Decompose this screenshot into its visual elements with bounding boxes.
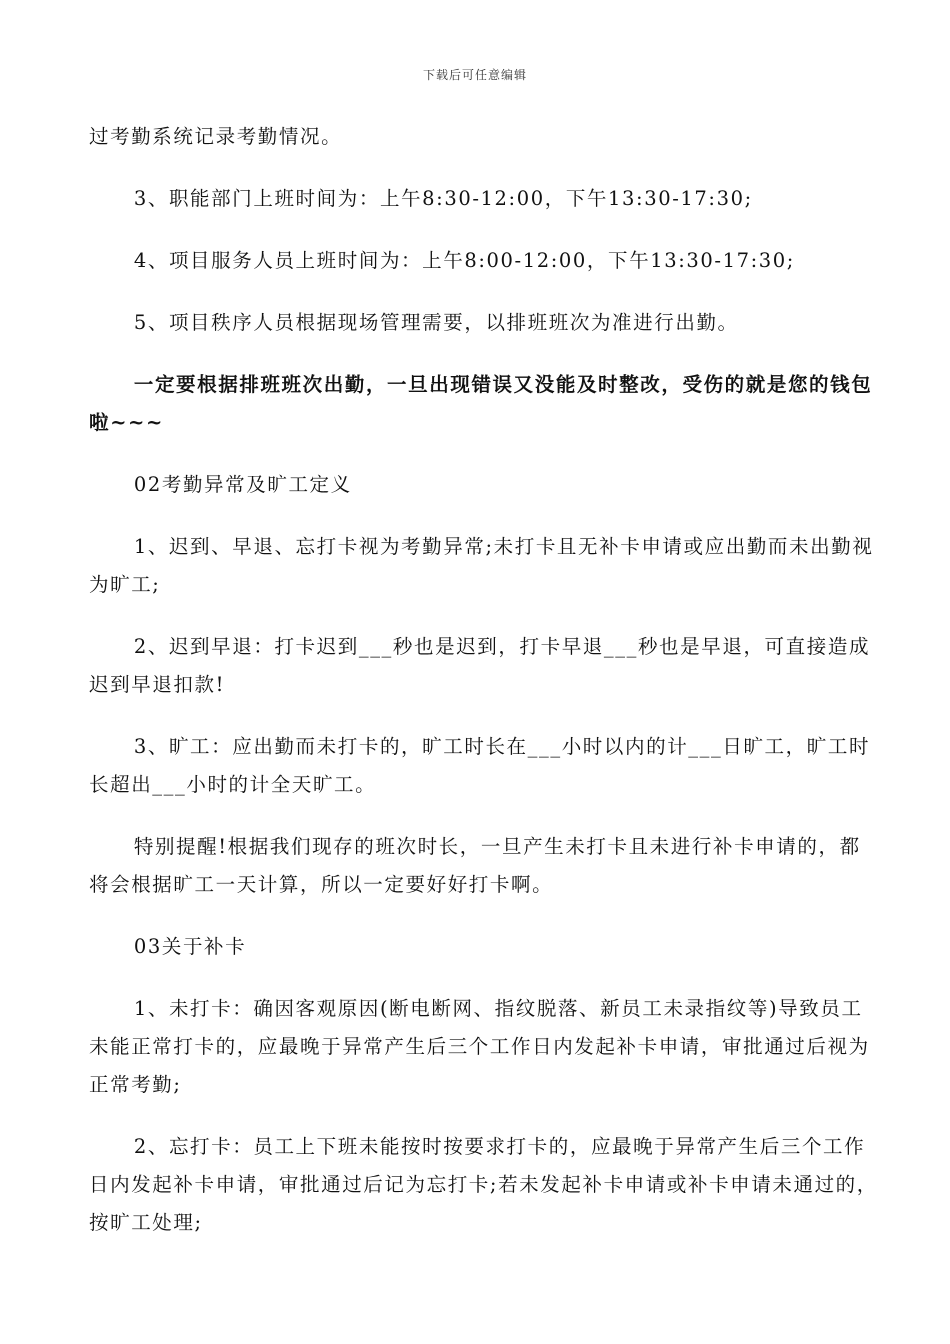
paragraph-bold-reminder: 一定要根据排班班次出勤，一旦出现错误又没能及时整改，受伤的就是您的钱包啦~~~: [89, 373, 873, 434]
paragraph-item-5: 5、项目秩序人员根据现场管理需要，以排班班次为准进行出勤。: [133, 311, 739, 334]
paragraph-abnormal-3: 3、旷工：应出勤而未打卡的，旷工时长在___小时以内的计___日旷工，旷工时长超出___小时的计全天旷工。: [89, 735, 871, 796]
section-heading-02: 02考勤异常及旷工定义: [133, 473, 352, 496]
page-header: 下载后可任意编辑: [422, 68, 527, 82]
paragraph-abnormal-1: 1、迟到、早退、忘打卡视为考勤异常;未打卡且无补卡申请或应出勤而未出勤视为旷工;: [89, 535, 874, 596]
section-heading-03: 03关于补卡: [133, 935, 247, 958]
paragraph-item-4: 4、项目服务人员上班时间为：上午8:00-12:00，下午13:30-17:30;: [133, 249, 795, 272]
paragraph-continuation: 过考勤系统记录考勤情况。: [89, 125, 343, 148]
paragraph-abnormal-2: 2、迟到早退：打卡迟到___秒也是迟到，打卡早退___秒也是早退，可直接造成迟到早退扣款!: [89, 635, 871, 696]
paragraph-makeup-1: 1、未打卡：确因客观原因(断电断网、指纹脱落、新员工未录指纹等)导致员工未能正常打卡的，应最晚于异常产生后三个工作日内发起补卡申请，审批通过后视为正常考勤;: [89, 997, 870, 1096]
paragraph-special-reminder: 特别提醒!根据我们现存的班次时长，一旦产生未打卡且未进行补卡申请的，都将会根据旷工一天计算，所以一定要好好打卡啊。: [89, 835, 861, 896]
paragraph-makeup-2: 2、忘打卡：员工上下班未能按时按要求打卡的，应最晚于异常产生后三个工作日内发起补卡申请，审批通过后记为忘打卡;若未发起补卡申请或补卡申请未通过的，按旷工处理;: [89, 1135, 878, 1234]
document-body: [89, 118, 879, 1266]
paragraph-item-3: 3、职能部门上班时间为：上午8:30-12:00，下午13:30-17:30;: [133, 187, 753, 210]
